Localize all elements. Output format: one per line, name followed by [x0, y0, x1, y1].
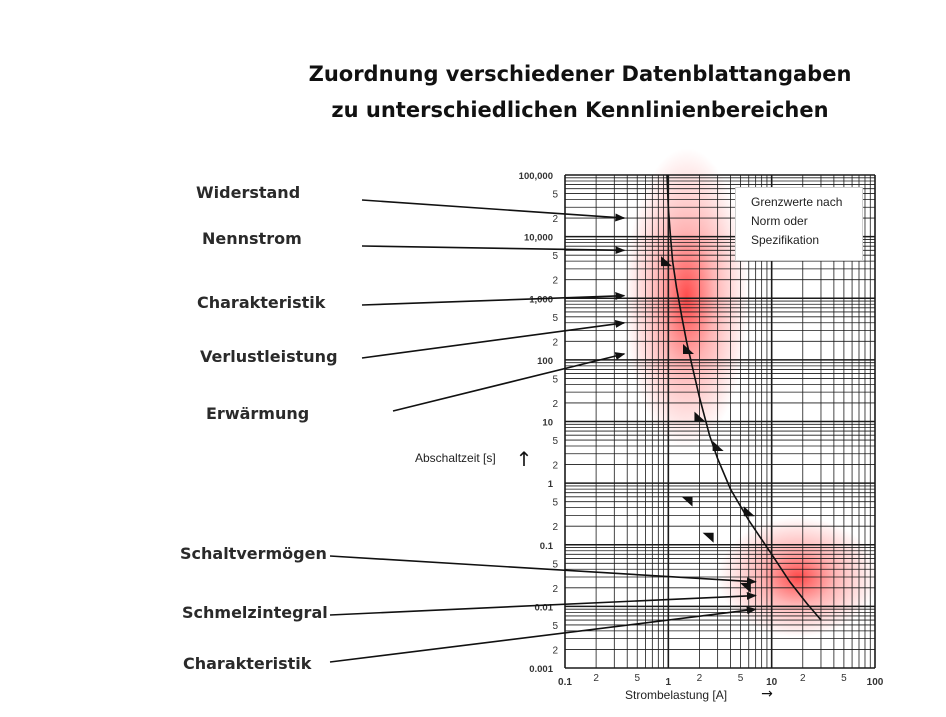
x-tick-label-2: 10: [766, 677, 778, 688]
y-tick-label-1: 0.01: [534, 602, 553, 614]
y-tick-label-8: 100,000: [518, 171, 553, 182]
y-tick-label-7: 10,000: [523, 232, 553, 244]
arrow-widerstand: [362, 200, 624, 218]
label-widerstand: Widerstand: [196, 183, 301, 202]
x-tick-minor-label: 2: [593, 673, 599, 684]
y-tick-minor-label: 2: [552, 398, 558, 410]
page-title-line2: zu unterschiedlichen Kennlinienbereichen: [331, 98, 829, 122]
y-tick-label-3: 1: [547, 479, 553, 491]
x-axis-label: Strombelastung [A]: [625, 688, 728, 702]
y-tick-minor-label: 2: [552, 337, 558, 349]
label-charakteristik-bottom: Charakteristik: [183, 654, 312, 673]
arrow-verlustleistung: [362, 323, 624, 358]
label-schaltvermoegen: Schaltvermögen: [180, 544, 327, 563]
y-tick-minor-label: 2: [552, 522, 558, 534]
y-tick-minor-label: 5: [552, 312, 558, 324]
y-tick-label-5: 100: [537, 355, 553, 367]
arrow-charakteristik-bottom: [330, 609, 756, 662]
y-tick-label-4: 10: [542, 417, 553, 429]
x-tick-minor-label: 2: [799, 673, 806, 684]
y-tick-minor-label: 2: [552, 645, 558, 657]
x-tick-label-0: 0.1: [558, 677, 572, 688]
legend-line-3: Spezifikation: [751, 233, 820, 247]
page-title-line1: Zuordnung verschiedener Datenblattangaben: [308, 62, 852, 86]
y-tick-minor-label: 5: [552, 497, 558, 509]
legend-line-2: Norm oder: [751, 214, 808, 228]
y-tick-minor-label: 2: [552, 583, 558, 595]
label-nennstrom: Nennstrom: [202, 229, 302, 248]
legend-line-1: Grenzwerte nach: [751, 195, 843, 209]
y-tick-minor-label: 5: [552, 251, 558, 263]
y-tick-minor-label: 5: [552, 436, 558, 448]
x-tick-minor-label: 5: [737, 673, 744, 684]
y-axis-label: Abschaltzeit [s]: [415, 451, 496, 465]
label-verlustleistung: Verlustleistung: [200, 347, 338, 366]
limit-marker-6: [703, 533, 714, 543]
arrow-nennstrom: [362, 246, 624, 250]
x-tick-minor-label: 2: [696, 673, 703, 684]
arrow-charakteristik-top: [362, 296, 624, 305]
y-tick-label-6: 1,000: [529, 294, 553, 306]
x-tick-label-3: 100: [866, 677, 884, 688]
legend-title: [751, 193, 842, 250]
x-tick-minor-label: 5: [841, 673, 847, 684]
y-tick-label-0: 0.001: [529, 664, 553, 675]
x-tick-label-1: 1: [665, 677, 672, 688]
arrow-erwaermung: [393, 354, 624, 411]
x-tick-minor-label: 5: [634, 673, 641, 684]
y-axis-arrow: ↑: [515, 447, 533, 471]
y-tick-minor-label: 5: [552, 374, 558, 386]
label-charakteristik-top: Charakteristik: [197, 293, 326, 312]
y-tick-label-2: 0.1: [539, 540, 553, 552]
x-axis-arrow: →: [761, 686, 773, 702]
y-tick-minor-label: 5: [552, 559, 558, 571]
label-schmelzintegral: Schmelzintegral: [182, 603, 328, 622]
y-tick-minor-label: 5: [552, 189, 558, 201]
y-tick-minor-label: 5: [552, 620, 558, 632]
label-erwaermung: Erwärmung: [206, 404, 310, 423]
y-tick-minor-label: 2: [552, 275, 558, 287]
y-tick-minor-label: 2: [552, 214, 558, 226]
y-tick-minor-label: 2: [552, 460, 558, 472]
